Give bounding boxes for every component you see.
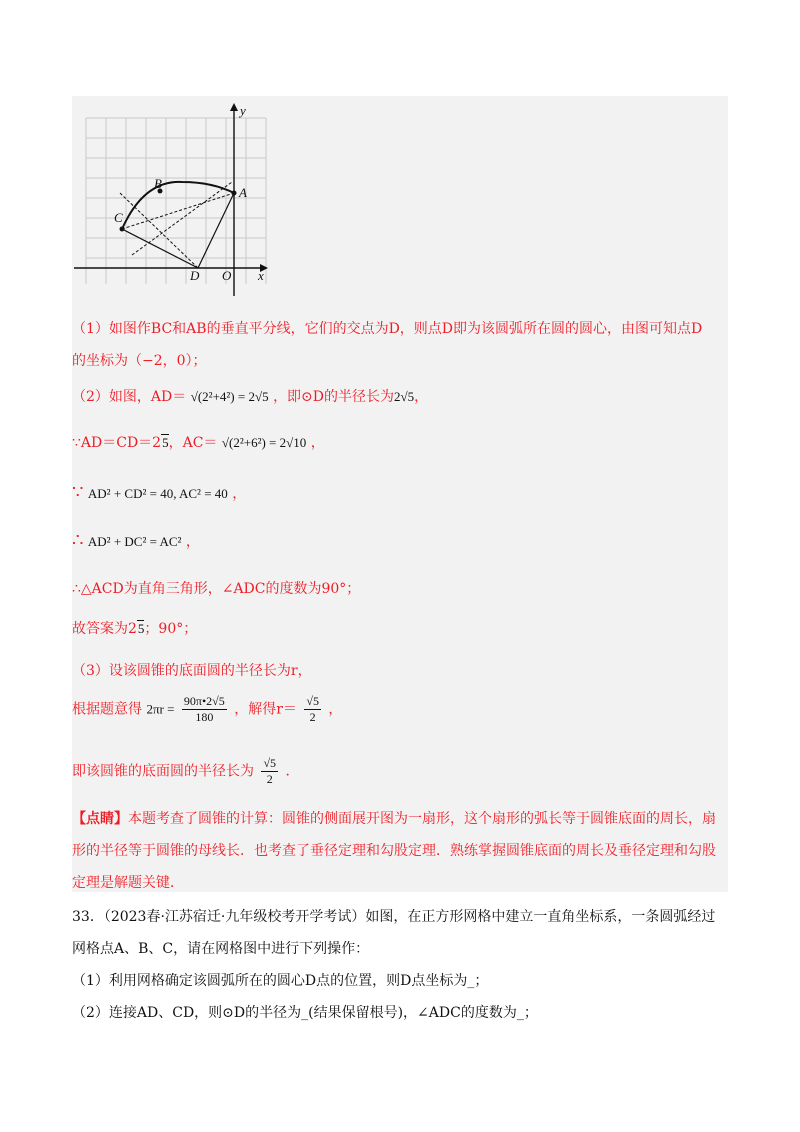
solution-because-line [72,432,325,452]
conclusion-denominator: 2 [266,772,273,786]
solution-therefore-line [72,530,200,551]
since-end: ， [232,486,247,502]
label-b: B [154,176,162,191]
question-33-line4: （2）连接AD、CD，则⊙D的半径为_(结果保留根号)，∠ADC的度数为_； [72,1005,538,1021]
because-end: ， [310,435,325,451]
label-y: y [240,103,246,118]
because-ac: ，AC＝ [168,435,218,451]
point-c [120,227,125,232]
note-line2: 形的半径等于圆锥的母线长．也考查了垂径定理和勾股定理．熟练掌握圆锥底面的周长及垂径定理和勾股 [72,843,716,859]
conclusion-numerator: √5 [263,756,277,770]
solution-part1-line1: （1）如图作BC和AB的垂直平分线，它们的交点为D，则点D即为该圆弧所在圆的圆心，由图可知点D [72,321,703,337]
equation-lhs: 2πr = [146,701,175,717]
question-33-line2: 网格点A、B、C，请在网格图中进行下列操作： [72,941,370,957]
part2-radius: 2√5 [394,389,415,404]
conclusion-end: ． [285,763,300,780]
pythagorean-expression: AD² + DC² = AC² [87,534,182,549]
equation-numerator: 90π•2√5 [183,694,225,708]
segment-cd [122,229,198,268]
note-line3: 定理是解题关键． [72,875,184,891]
label-d: D [190,268,200,283]
because-ac-expression: √(2²+6²) = 2√10 [221,435,307,450]
sum-of-squares-expression: AD² + CD² = 40, AC² = 40 [87,486,228,501]
solution-part3-line: （3）设该圆锥的底面圆的半径长为r， [72,663,312,679]
solution-part2-line [72,386,428,406]
grid-lines [86,118,266,284]
equation-end: ， [328,701,343,718]
part2-mid: ，即⊙D的半径长为 [273,389,395,405]
solution-right-triangle: ∴△ACD为直角三角形，∠ADC的度数为90°； [72,581,361,597]
point-a [232,191,237,196]
label-o: O [222,268,232,283]
segment-ad [198,193,234,268]
conclusion-fraction [261,756,278,787]
part2-end: ， [414,389,429,405]
because-sqrt5: 5 [162,435,169,450]
therefore-end: ， [185,534,200,550]
part2-ad-expression: √(2²+4²) = 2√5 [190,389,269,404]
solution-part1-line2: 的坐标为（−2，0）； [72,353,207,369]
radius-fraction [304,694,321,725]
label-a: A [239,185,247,200]
solution-answer-line [72,618,197,638]
equation-fraction [182,694,227,725]
note-line1 [72,808,716,828]
note-text-1: 本题考查了圆锥的计算：圆锥的侧面展开图为一扇形，这个扇形的弧长等于圆锥底面的周长，扇 [128,811,716,827]
label-c: C [114,210,123,225]
conclusion-prefix: 即该圆锥的底面圆的半径长为 [72,763,254,780]
equation-denominator: 180 [195,710,214,724]
because-symbol: ∵ [72,482,84,503]
answer-sqrt5: 5 [137,621,145,636]
answer-end: ；90°； [144,621,198,637]
equation-mid: ，解得r＝ [234,701,297,718]
y-axis-arrow [230,103,238,111]
question-33-line1: 33．（2023春·江苏宿迁·九年级校考开学考试）如图，在正方形网格中建立一直角坐标系，一条圆弧经过 [72,909,716,925]
solution-equation-line [72,694,342,725]
therefore-symbol: ∴ [72,530,84,551]
label-x: x [258,268,264,283]
radius-denominator: 2 [309,710,316,724]
part2-ad: AD＝ [150,389,187,405]
because-prefix: ∵AD＝CD＝2 [72,435,162,451]
solution-conclusion-line [72,756,300,787]
solution-since-line [72,482,246,503]
note-heading: 【点睛】 [72,811,128,827]
answer-prefix: 故答案为2 [72,621,137,637]
equation-prefix: 根据题意得 [72,701,142,718]
coordinate-grid-figure [72,100,272,300]
question-33-line3: （1）利用网格确定该圆弧所在的圆心D点的位置，则D点坐标为_； [72,973,489,989]
radius-numerator: √5 [306,694,319,708]
part2-prefix: （2）如图， [72,389,151,405]
